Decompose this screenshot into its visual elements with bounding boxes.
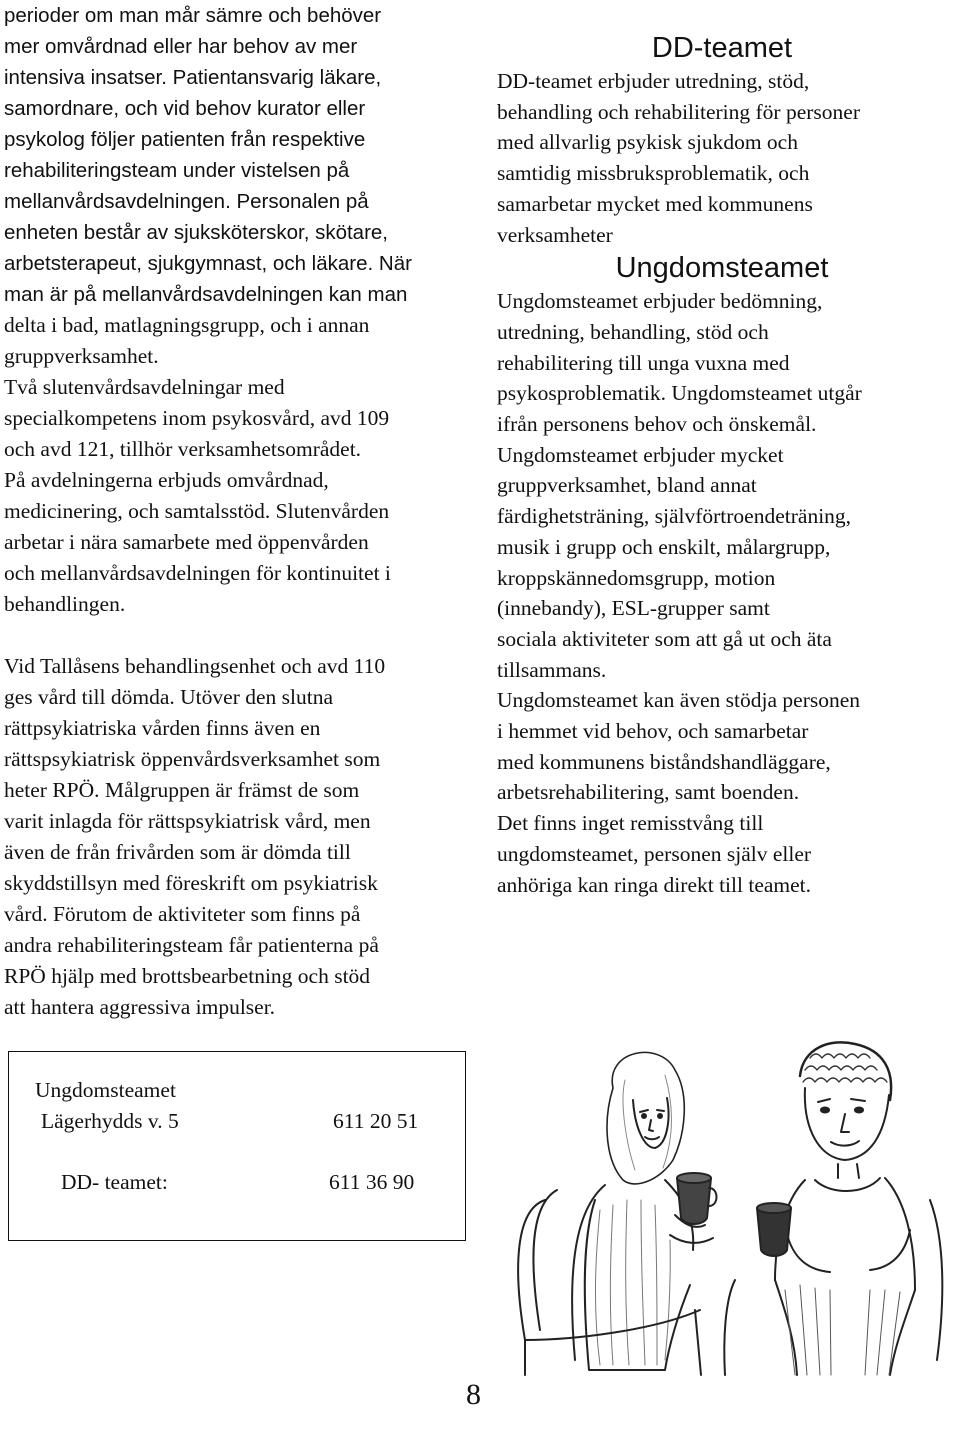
body-line: varit inlagda för rättspsykiatrisk vård, men xyxy=(4,809,371,833)
page-number: 8 xyxy=(466,1378,481,1411)
dd-heading: DD-teamet xyxy=(651,32,793,64)
body-line: psykosproblematik. Ungdomsteamet utgår xyxy=(497,381,862,406)
contact-name: Ungdomsteamet xyxy=(35,1078,176,1102)
body-line: sociala aktiviteter som att gå ut och äta xyxy=(497,626,832,651)
body-line: utredning, behandling, stöd och xyxy=(497,319,769,344)
body-line: med kommunens biståndshandläggare, xyxy=(497,749,831,774)
contact-address: Lägerhydds v. 5 xyxy=(41,1109,179,1133)
body-line: och avd 121, tillhör verksamhetsområdet. xyxy=(4,437,362,461)
body-line: Ungdomsteamet erbjuder mycket xyxy=(497,442,784,467)
body-line: rättpsykiatriska vården finns även en xyxy=(4,716,321,740)
body-line: heter RPÖ. Målgruppen är främst de som xyxy=(4,778,360,802)
body-line: och mellanvårdsavdelningen för kontinuitet i xyxy=(4,561,391,585)
contact-phone-dd: 611 36 90 xyxy=(329,1170,415,1194)
body-line: På avdelningerna erbjuds omvårdnad, xyxy=(4,468,329,492)
paragraph-gap xyxy=(4,620,466,651)
body-line: man är på mellanvårdsavdelningen kan man xyxy=(4,283,408,306)
body-line: ungdomsteamet, personen själv eller xyxy=(497,841,812,866)
body-line: medicinering, och samtalsstöd. Slutenvården xyxy=(4,499,390,523)
body-line: behandlingen. xyxy=(4,592,126,616)
ungdom-heading: Ungdomsteamet xyxy=(615,252,829,285)
body-line: arbetsterapeut, sjukgymnast, och läkare. När xyxy=(4,252,412,275)
body-line: mellanvårdsavdelningen. Personalen på xyxy=(4,190,369,213)
body-line: gruppverksamhet, bland annat xyxy=(497,473,757,498)
body-line: anhöriga kan ringa direkt till teamet. xyxy=(497,872,812,897)
left-column xyxy=(4,0,466,1023)
contact-dd-label: DD- teamet: xyxy=(61,1170,168,1194)
body-line: skyddstillsyn med föreskrift om psykiatrisk xyxy=(4,871,378,895)
body-line: ges vård till dömda. Utöver den slutna xyxy=(4,685,333,709)
contact-phone-ungdom: 611 20 51 xyxy=(333,1109,419,1133)
body-line: samtidig missbruksproblematik, och xyxy=(497,161,810,186)
body-line: behandling och rehabilitering för personer xyxy=(497,99,860,124)
body-line: delta i bad, matlagningsgrupp, och i annan xyxy=(4,313,370,337)
body-line: färdighetsträning, självförtroendeträning, xyxy=(497,504,852,529)
body-line: DD-teamet erbjuder utredning, stöd, xyxy=(497,69,810,93)
body-line: psykolog följer patienten från respektive xyxy=(4,128,366,151)
body-line: vård. Förutom de aktiviteter som finns på xyxy=(4,902,361,926)
body-line: arbetsrehabilitering, samt boenden. xyxy=(497,780,800,805)
body-line: samordnare, och vid behov kurator eller xyxy=(4,97,366,120)
body-line: Ungdomsteamet kan även stödja personen xyxy=(497,688,861,713)
two-people-drawing xyxy=(485,1040,950,1380)
body-line: Ungdomsteamet erbjuder bedömning, xyxy=(497,289,823,314)
contact-box xyxy=(8,1051,466,1241)
body-line: gruppverksamhet. xyxy=(4,344,159,368)
body-line: specialkompetens inom psykosvård, avd 109 xyxy=(4,406,390,430)
body-line: RPÖ hjälp med brottsbearbetning och stöd xyxy=(4,964,371,988)
body-line: i hemmet vid behov, och samarbetar xyxy=(497,719,809,744)
dd-body xyxy=(497,66,947,250)
body-line: rehabiliteringsteam under vistelsen på xyxy=(4,159,350,182)
ungdom-body xyxy=(497,286,947,900)
body-line: kroppskännedomsgrupp, motion xyxy=(497,565,776,590)
body-line: arbetar i nära samarbete med öppenvården xyxy=(4,530,369,554)
body-line: perioder om man mår sämre och behöver xyxy=(4,4,382,27)
body-line: att hantera aggressiva impulser. xyxy=(4,995,276,1019)
body-line: tillsammans. xyxy=(497,657,607,682)
body-line: Vid Tallåsens behandlingsenhet och avd 110 xyxy=(4,654,386,678)
body-line: samarbetar mycket med kommunens xyxy=(497,191,813,216)
body-line: ifrån personens behov och önskemål. xyxy=(497,412,817,437)
body-line: med allvarlig psykisk sjukdom och xyxy=(497,130,798,155)
body-line: även de från frivården som är dömda till xyxy=(4,840,351,864)
body-line: rehabilitering till unga vuxna med xyxy=(497,350,790,375)
body-line: Två slutenvårdsavdelningar med xyxy=(4,375,285,399)
body-line: enheten består av sjuksköterskor, skötare, xyxy=(4,221,389,244)
body-line: rättspsykiatrisk öppenvårdsverksamhet som xyxy=(4,747,381,771)
right-column xyxy=(497,30,947,900)
body-line: intensiva insatser. Patientansvarig läkare, xyxy=(4,66,382,89)
body-line: andra rehabiliteringsteam får patienterna på xyxy=(4,933,379,957)
body-line: mer omvårdnad eller har behov av mer xyxy=(4,35,358,58)
body-line: (innebandy), ESL-grupper samt xyxy=(497,596,770,621)
body-line: verksamheter xyxy=(497,222,613,247)
body-line: Det finns inget remisstvång till xyxy=(497,811,764,836)
body-line: musik i grupp och enskilt, målargrupp, xyxy=(497,534,831,559)
